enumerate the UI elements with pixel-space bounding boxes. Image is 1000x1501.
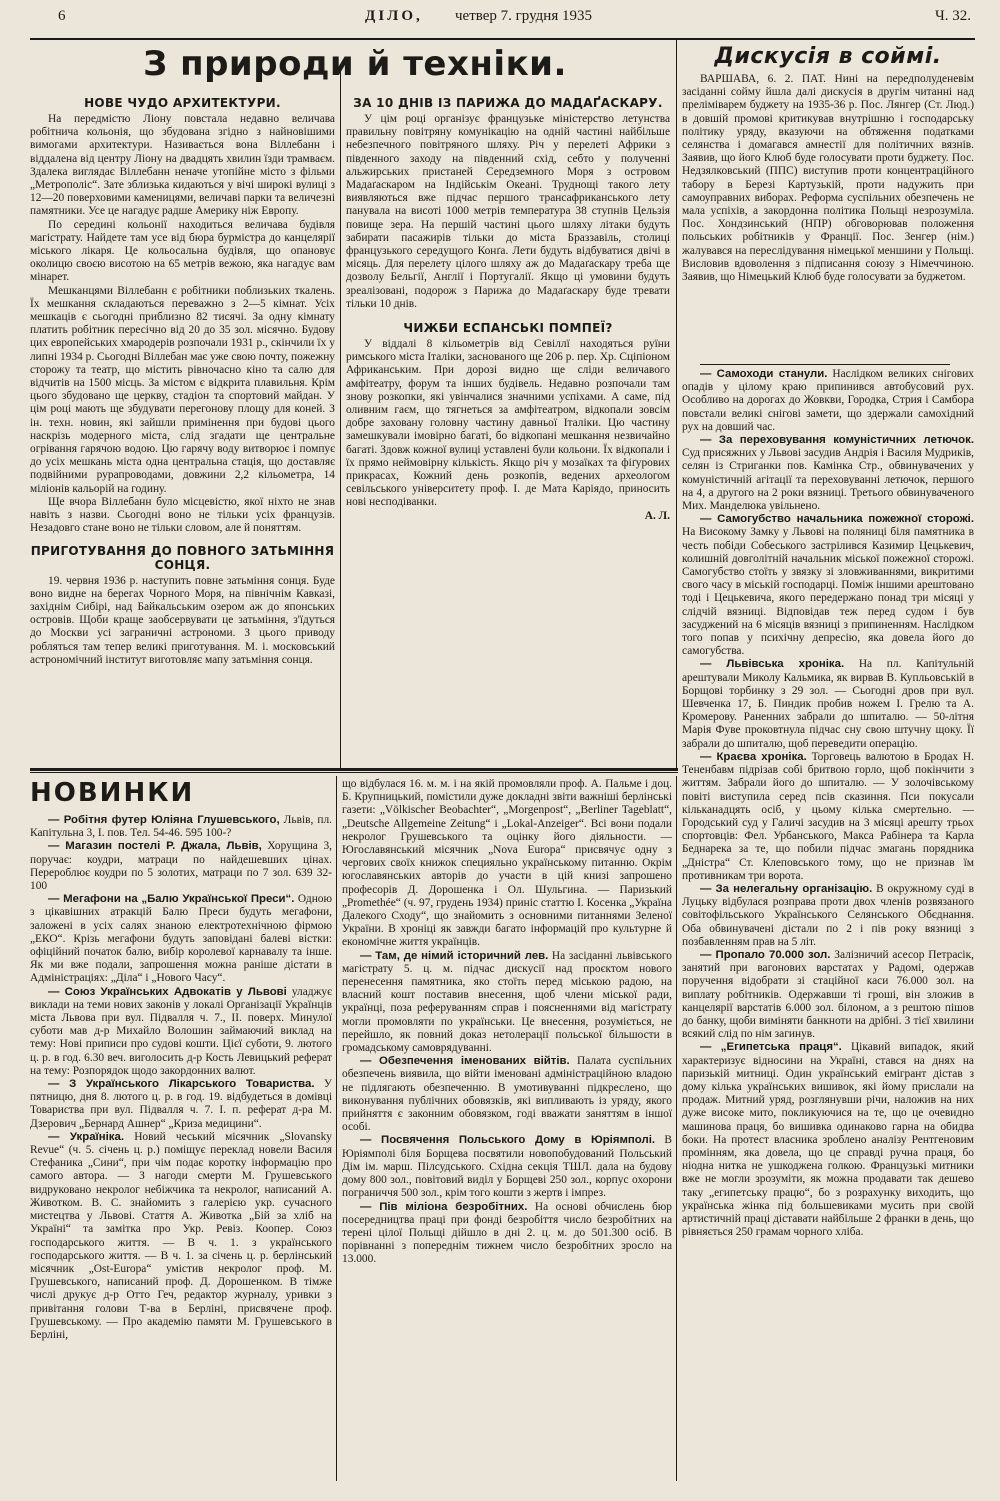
section-title-nature: З природи й техніки. bbox=[143, 44, 567, 84]
novynky-item-text: уладжує виклади на теми нових законів у локалі Організації Українців міста Львова при вул. Підвалля ч. 7., ІІ. поверх. Минулої суботи мав д-р Михайло Волошин займаючий виклад на тему: Нові приписи про судові кошти. Цієї суботи, 9. лютого ц. р. в год. 6.30 веч. виголосить д-р Кость Левицький реферат на тему: Розпорядок щодо закордонних валют. bbox=[30, 985, 332, 1077]
novynky-item-text: що відбулася 16. м. м. і на якій промовляли проф. А. Пальме і доц. Б. Крупницький, помістили дуже докладні звіти важніші берлінські газети: „Völkischer Beobachter“, „Morgenpost“, „Berliner Tageblatt“, „Deutsche Allgemeine Zeitung“ і „Lokal-Anzeiger“. Всі вони подали некролог Грушевського та оцінку його діяльности. — Югославянський місячник „Nova Europa“ присвячує одну з чергових своїх книжок специяльно українському питанню. Окрім югославянських авторів до участи в цій книзі запрошено професорів Д. Дорошенка і Ол. Шульгина. — Паризький „Promethée“ (ч. 97, грудень 1934) приніс статтю І. Косенка „Україна Далекого Сходу“, що знайомить з основними питаннями Зеленої України. В хроніці як завжди багато інформацій про культурне й економічне життя українців. bbox=[342, 778, 672, 949]
eclipse-heading: ПРИГОТУВАННЯ ДО ПОВНОГО ЗАТЬМІННЯ СОНЦЯ. bbox=[30, 543, 335, 572]
page-folio bbox=[0, 0, 1000, 40]
pompeii-paragraph: У віддалі 8 кільометрів від Севіллї находяться руїни римського міста Італіки, заснованого ще 206 р. пер. Хр. Сціпіоном Африканським. При дорозі видно ще сліди величавого амфітеатру, форум та інших будівель. Недавно розпочали там знову розкопки, які увінчалися значними успіхами. А саме, під оливним гаєм, що тягнеться за амфітеатром, відкопали зовсім добре заховану головну частину давньої Італіки. Цю частину замешкували імовірно багаті, бо відкопані мешкання незвичайно багаті. Здовж кожної вулиці уставлені були кольони. Їх відкопали і їх прямо неймовірну кількість. Якщо річ у мозаїках та фіґурових прикрасах, Кожний день розкопів, ведених археологом севільського університету проф. І. де Мата Каріядо, приносить нові несподіванки. bbox=[346, 338, 670, 509]
novynky-item bbox=[30, 893, 332, 985]
chronicle-item bbox=[682, 1041, 974, 1239]
novynky-item-lead: — Україніка. bbox=[48, 1130, 124, 1143]
novynky-item-text: Новий чеський місячник „Slovansky Revue“ (ч. 5. січень ц. р.) поміщує переклад новели Василя Стефаника „Сини“, при чім подає коротку інформацію про самого автора. — З нагоди смерти М. Грушевського видруковано некролог небіжчика та некролог, написаний А. Животком. В. С. знайомить з галерією укр. сучасного мистецтва у Львові. Стаття А. Животка „Бій за хліб на Україні“ та замітка про Укр. Ревіз. Коопер. Союз господарського життя. — В ч. 1. з українського господарського життя. — В ч. 1. за січень ц. р. берлінський місячник „Ost-Europa“ умістив некролог проф. М. Грушевського, написаний проф. Д. Дорошенком. В тімже числі друкує д-р Отто Геч, редактор журналу, уривки з привітання голови Т-ва в Берліні, присвячене проф. Грушевському. — Про академію памяти М. Грушевського в Берліні, bbox=[30, 1130, 332, 1341]
column-rule-1 bbox=[340, 70, 341, 768]
column-madagascar bbox=[346, 92, 670, 764]
novynky-item-lead: — З Українського Лікарського Товариства. bbox=[48, 1078, 315, 1091]
column-chronicle bbox=[682, 368, 974, 1483]
chronicle-item-lead: — Краєва хроніка. bbox=[700, 750, 807, 763]
column-rule-2 bbox=[336, 776, 337, 1481]
novynky-item bbox=[30, 1131, 332, 1342]
chronicle-item-text: Торговець валютою в Бродах Н. Тененбавм підрізав собі бритвою горло, щоб покінчити з життям. Забрали його до шпиталю. — У золочівському повіті виступила серед псів сказиння. Пси покусали кільканадцять осіб, у цьому кілька смертельно. — Городський суд у Галичі засудив на 3 місяці арешту трьох спортовців: Фел. Урбанського, Макса Рабінера та Карла Беднарека за те, що побили підчас змагань порядника „Дністра“ Ст. Клеповського тому, що не признав їм противникам три ворота. bbox=[682, 750, 974, 882]
novynky-title: НОВИНКИ bbox=[30, 778, 195, 808]
chronicle-item-lead: — Самоходи станули. bbox=[700, 368, 828, 380]
novynky-item-lead: — Магазин постелі Р. Джала, Львів, bbox=[48, 840, 262, 853]
chronicle-item-text: На Високому Замку у Львові на поляниці біля памятника в честь побіди Собеського застрілився Казимир Цецькевич, колишній довголітній начальник міської пожежної сторожі. Самогубство стоїть у звязку зі зловживаннями, викритими свого часу в міській господарці. Поміж іншими арештовано тоді і Цецькевича, якого передержано понад три місяці у слідчій вязниці. Відповідав теж перед судом і був засуджений на 6 місяців вязниці з припиненням. Наслідком того попав у психічну депресію, яка довела його до самогубства. bbox=[682, 526, 974, 658]
chronicle-item bbox=[682, 658, 974, 750]
chronicle-item-lead: — За переховування комуністичних летючок. bbox=[700, 434, 974, 447]
column-novynky-2 bbox=[342, 778, 672, 1483]
novynky-item-text: На засіданні львівського магістрату 5. ц. м. підчас дискусії над проєктом нового перенесення памятника, яко стоїть перед міською радою, на власний кошт поставив внесення, щоб члени міської ради, українці, поза реферуванням справ і поясненнями від магістрату могли промовляти по українськи. Це внесення, розуміється, не перейшло, як повний доказ нетолерації польської більшости в громадському самоврядуванні. bbox=[342, 949, 672, 1055]
novynky-item-text: У пятницю, дня 8. лютого ц. р. в год. 19. відбудеться в домівці Товариства при вул. Підвалля ч. 7. І. п. реферат д-ра М. Дзерович „Бернард Ашнер“ „Криза медицини“. bbox=[30, 1078, 332, 1130]
chronicle-item bbox=[682, 751, 974, 883]
architecture-heading: НОВЕ ЧУДО АРХИТЕКТУРИ. bbox=[84, 96, 281, 110]
novynky-item-lead: — Пів міліона безробітних. bbox=[360, 1200, 528, 1213]
column-architecture bbox=[30, 92, 335, 764]
architecture-paragraph: По середині кольонії находиться величава будівля магістрату. Найдете там усе від бюра бурмістра до канцелярії міського лікаря. Це кольосальна будівля, що опановує околицю своєю висотою на 65 метрів вежою, яка нагадує вам мінарет. bbox=[30, 218, 335, 284]
novynky-item bbox=[342, 1055, 672, 1134]
chronicle-item bbox=[682, 949, 974, 1041]
novynky-item-text: Львів, пл. Капітульна 3, І. пов. Тел. 54-46. 595 100-? bbox=[30, 814, 332, 840]
chronicle-item-lead: — Пропало 70.000 зол. bbox=[700, 948, 831, 961]
madagascar-paragraph: У цім році організує французьке міністерство летунства правильну повітряну комунікацію на одній частині найбільше небезпечного повітряного шляху. Річ у перелеті Африки з південного заходу на південний схід, себто у полученні альжирських пристаней Середземного Моря з островом Мадаґаскаром на Індійськім Океані. Труднощі такого лету виявляються вже підчас першого трансафриканського лету панувала на висоті 1000 метрів температура 38 ступнів Цельзія повище зера. На першій частині цього шляху літаки будуть забирати пасажирів тільки до міста Браззавіль, столиці французького середущого Конґа. Лети будуть відбуватися двічі в місяць. Для перелету цілого шляху аж до Мадаґаскару треба ще дозволу Бельгії, Англії і Португалії. Якщо ці умовини будуть зреалізовані, подорож з Парижа до Мадаґаскару буде тревати тільки 10 днів. bbox=[346, 113, 670, 310]
sejm-paragraph: ВАРШАВА, 6. 2. ПАТ. Нині на передполуденевім засіданні сойму йшла далі дискусія в другім читанні над преліміварем буджету на 1935-36 р. Пос. Лянгер (Ст. Люд.) в довшій промові критикував внутрішню і господарську політику уряду, вказуючи на обтяження податками селянства і домагався амнестії для політичних вязнів. Заявив, що його Клюб буде голосувати проти буджету. Пос. Недзялковський (ППС) виступив проти концентраційного табору в Березі Картузькій, проти надужить при самоуправних виборах. Реформа суспільних обезпечень не мала успіхів, а закордонна політика Польщі незрозуміла. Пос. Хондзинський (НПР) обговорював положення польських робітників у Франції. Пос. Зенгер (нім.) жалувався на переслідування німецької меншини у Польщі. Висловив вдоволення з підписання союзу з Німеччиною. Заявив, що Німецький Клюб буде голосувати за буджетом. bbox=[682, 73, 974, 284]
chronicle-item-text: Наслідком великих снігових опадів у цілому краю припинився автобусовий рух. Особливо на дорогах до Жовкви, Городка, Стрия і Самбора повстали великі снігові замети, що здержали самохідний рух на довший час. bbox=[682, 368, 974, 433]
novynky-item bbox=[30, 1078, 332, 1131]
chronicle-item-text: Залізничий асесор Петрасік, занятий при вагонових варстатах у Радомі, одержав поручення відобрати зі стаційної каси 76.000 зол. на виплату робітників. Одержавши ті гроші, він зложив в канцелярії варстатів 6.000 зол. білоном, а з рештою пішов до банку, щоби виміняти банкноти на дрібні. З тієї хвилини всякий слід по нім загинув. bbox=[682, 948, 974, 1041]
pompeii-heading: ЧИЖБИ ЕСПАНСЬКІ ПОМПЕЇ? bbox=[403, 321, 613, 336]
pompeii-signature: А. Л. bbox=[644, 509, 670, 522]
architecture-paragraph: Мешканцями Віллебанн є робітники поблизьких ткалень. Їх мешкання складаються переважно з 2—5 кімнат. Усіх мешкаців є сьогодні приблизно 82 тисячі. За одну кімнату платить робітник пересічно від 20 до 35 зол. місячно. Будову цих европейських хмародерів розпочали 1931 р., скінчили їх у липні 1934 р. Сьогодні Віллебан має уже свою почту, пожежну сторожу та театр, що містить рівночасно кіно та салю для відчитів на 1500 місць. За містом є відкрита плавильня. Крім цього збудовано ще церкву, стадіон та спортовий майдан. У цім році мають ще збудувати перегонову площу для коней. З ін. техн. новин, які зайшли примінення при будові цього наскрізь модерного міста, слід згадати ще центральне огрівання гарячою водою. Цю гарячу воду витворює і помпує до усіх мешкань міста одна центральна стація, що доставляє подвійними рурапроводами, довжини 2,2 кільометра, 14 міліонів кальорій на годину. bbox=[30, 284, 335, 495]
novynky-item-lead: — Посвячення Польського Дому в Юріямполі. bbox=[360, 1134, 656, 1147]
novynky-item bbox=[342, 1201, 672, 1267]
madagascar-heading: ЗА 10 ДНІВ ІЗ ПАРИЖА ДО МАДАҐАСКАРУ. bbox=[353, 96, 663, 110]
section-rule-middle-thin bbox=[30, 772, 678, 773]
novynky-item bbox=[342, 950, 672, 1056]
novynky-item-lead: — Робітня футер Юліяна Глушевського, bbox=[48, 814, 280, 826]
chronicle-item bbox=[682, 883, 974, 949]
novynky-item bbox=[30, 986, 332, 1078]
column-sejm bbox=[682, 44, 974, 362]
folio-rule bbox=[30, 38, 975, 40]
architecture-paragraph: На передмістю Ліону повстала недавно величава робітнича кольонія, що збудована згідно з найновішими вимогами архитектури. Називається вона Віллебанн і віддалена від центру Ліону на двадцять хвилин їзди трамваєм. Здалека виглядає Віллебанн неначе утопійне місто з фільми „Метрополіс“. Зате зблизька кидаються у вічі широкі вулиці з 12—20 поверховими каменицями, величаві парки та величезні памятники. Усе це нагадує радше Америку ніж Европу. bbox=[30, 113, 335, 218]
issue-number: Ч. 32. bbox=[935, 8, 971, 24]
novynky-item bbox=[30, 814, 332, 840]
novynky-item-text: На основі обчислень бюр посередництва праці при фонді безробіття число безробітних на терені цілої Польщі дійшло в дні 2. ц. м. до 501.300 осіб. В порівнанні з попереднім тижнем число безробітних зросло на 13.000. bbox=[342, 1200, 672, 1266]
novynky-item-lead: — Мегафони на „Балю Української Преси“. bbox=[48, 893, 295, 906]
novynky-item-text: Палата суспільних обезпечень виявила, що війти іменовані адміністраційною владою не підлягають обезпеченню. В умотивуванні підкреслено, що виконування публічних обовязків, які випливають із уряду, якого прийняття є законним обовязком, годі вважати заняттям в іншої особі. bbox=[342, 1055, 672, 1134]
chronicle-item-lead: — Самогубство начальника пожежної сторожі. bbox=[700, 513, 974, 526]
chronicle-item-text: Цікавий випадок, який характеризує відносини на Україні, стався на днях на паризькій митниці. Один український емігрант дістав з дому кілька українських вишивок, які йому прислали на продаж. Митний уряд, розглянувши річи, наложив на них дуже високе мито, покликуючися на те, що це очевидно машинова праця, бо вишивка одинаково гарна на обидва боки. На протест власника зроблено аналізу Рентгеновим промінням, яка довела, що це справді ручна праця, бо ніодна нитка не ушкоджена голкою. Французькі митники вже не могли зрозуміти, як можна продавати так дешево таку „египетську працю“, бо з розрахунку виходить, що українська жінка під большевиками мусить при своїй артистичній праці діставати найбільше 2 франки в день, що рівняється 250 грамам чорного хліба. bbox=[682, 1041, 974, 1239]
masthead: ДІЛО, bbox=[365, 8, 423, 24]
novynky-item bbox=[342, 778, 672, 950]
eclipse-paragraph: 19. червня 1936 р. наступить повне затьміння сонця. Буде воно видне на берегах Чорного Моря, на північнім Кавказі, західнім Сибірі, над Байкальським озером аж до японських островів. Щоби краще заобсервувати це затьміння, з'їдуться до Москви усі заграничні астрономи. З цього приводу робляться там тепер великі приготування. М. і. московський астрономічний інститут виготовляє мапу затьміння сонця. bbox=[30, 574, 335, 666]
sejm-title: Дискусія в соймі. bbox=[714, 44, 942, 69]
chronicle-item-text: В окружному суді в Луцьку відбулася розправа проти двох членів розвязаного совітофільського Українського Селянського Обєднання. Оба обвинувачені дістали по 2 і пів року вязниці з позбавленням прав на 5 літ. bbox=[682, 882, 974, 948]
section-rule-middle bbox=[30, 768, 678, 771]
novynky-item bbox=[342, 1134, 672, 1200]
novynky-item-text: В Юріямполі біля Борщева посвятили новопобудований Польський Дім ім. марш. Пілсудського. Східна секція ТШЛ. дала на будову дому 800 зол., повітовий виділ у Борщеві 250 зол., корпус охорони пограниччя 500 зол., крім того кошти з жертв і імпрез. bbox=[342, 1134, 672, 1200]
novynky-item-lead: — Союз Українських Адвокатів у Львові bbox=[48, 985, 287, 998]
chronicle-item-lead: — „Египетська праця“. bbox=[700, 1041, 842, 1054]
page-number: 6 bbox=[58, 8, 66, 24]
issue-date: четвер 7. грудня 1935 bbox=[455, 8, 592, 24]
novynky-item bbox=[30, 840, 332, 893]
chronicle-item-lead: — За нелегальну організацію. bbox=[700, 882, 873, 895]
column-rule-3 bbox=[676, 776, 677, 1481]
chronicle-item bbox=[682, 368, 974, 434]
chronicle-item-text: Суд присяжних у Львові засудив Андрія і Василя Мудриків, селян із Стриганки пов. Камінка Стр., обвинувачених у комуністичній агітації та переховуванні летючок, першого на 4, а другого на 2 роки вязниці. Третього обвинуваченого Мих. Манделюка увільнено. bbox=[682, 447, 974, 513]
chronicle-item bbox=[682, 434, 974, 513]
novynky-item-text: Хорущина 3, поручає: коудри, матраци по найдешевших цінах. Перероблює коудри по 5 золотих, матраци по 7 зол. 639 32-100 bbox=[30, 840, 332, 893]
chronicle-item-lead: — Львівська хроніка. bbox=[700, 658, 845, 671]
architecture-paragraph: Ще вчора Віллебанн було місцевістю, якої ніхто не знав навіть з назви. Сьогодні воно не тільки усіх французів. Незадовго стане воно не тільки словом, але й поняттям. bbox=[30, 495, 335, 535]
column-novynky-1 bbox=[30, 778, 332, 1483]
novynky-item-lead: — Там, де німий історичний лев. bbox=[360, 949, 549, 962]
chronicle-item-text: На пл. Капітульній арештували Миколу Кальмика, як вирвав В. Купльовській в Борщові торбинку з 29 зол. — Сьогодні дров при вул. Шевченка 17, Б. Пиндик пробив ножем І. Грелю та А. Кромерову. Раненних забрали до шпиталю. — 50-літня Марія Фуве проковтнула підчас сну свою штучну щоку. Її забрали до шпиталю, щоб переведити операцію. bbox=[682, 658, 974, 750]
sejm-end-rule bbox=[700, 364, 950, 365]
chronicle-item bbox=[682, 513, 974, 658]
novynky-item-lead: — Обезпечення іменованих війтів. bbox=[360, 1055, 570, 1068]
column-rule-right-top bbox=[676, 40, 677, 770]
novynky-item-text: Одною з цікавішних атракцій Балю Преси будуть мегафони, заложені в усіх салях знаною електротехнічною фірмою „ЕКО“. Крізь мегафони будуть заповідані балеві вістки: офіційний початок балю, вибір королевої карнавалу та інше. Як ми вже подали, запрошення можна раніше дістати в Адміністраціях: „Діла“ і „Нового Часу“. bbox=[30, 893, 332, 985]
